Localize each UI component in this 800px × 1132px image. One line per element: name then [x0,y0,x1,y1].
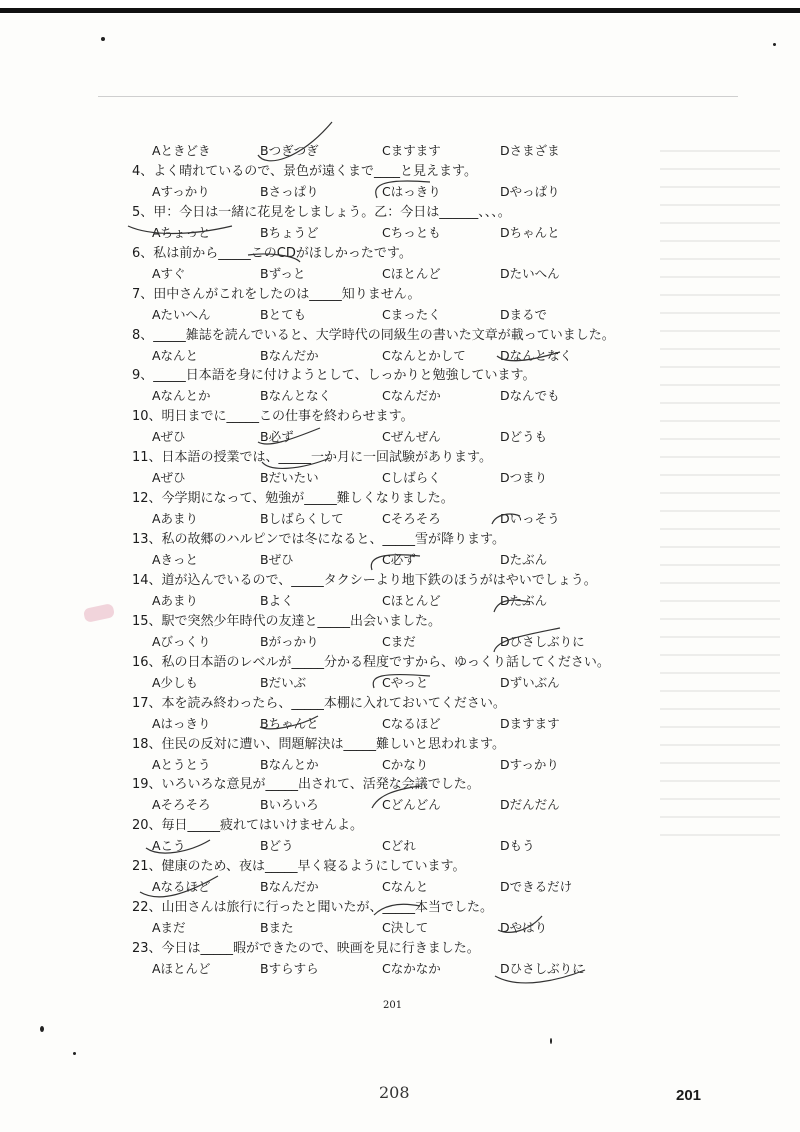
question-number: 9、 [132,368,154,384]
question-number: 18、 [132,736,162,752]
question-text: 私の故郷のハルピンでは冬になると、_____雪が降ります。 [161,532,506,547]
corner-page-number: 201 [676,1087,702,1104]
question-number: 22、 [132,900,162,916]
question-text: 健康のため、夜は_____早く寝るようにしています。 [161,859,466,875]
answer-option: Cほとんど [382,592,441,608]
question-text: 道が込んでいるので、_____タクシーより地下鉄のほうがはやいでしょう。 [161,572,597,588]
answer-option: Bずっと [260,265,306,281]
question-text: 本を読み終わったら、_____本棚に入れておいてください。 [161,695,506,711]
answer-option: Dずいぶん [500,674,560,690]
question-number: 4、 [132,163,154,179]
question-number: 21、 [132,859,162,875]
question-text: _____日本語を身に付けようとして、しっかりと勉強しています。 [153,368,536,384]
answer-option: C必ず [382,552,416,567]
question-number: 5、 [132,204,154,220]
answer-option: Cどれ [382,838,416,854]
question-text: 田中さんがこれをしたのは_____知りません。 [153,286,421,302]
answer-option: Cぜんぜん [382,429,441,445]
question-number: 11、 [132,450,162,466]
question-stem [132,327,615,345]
answer-option: Aたいへん [152,306,211,322]
question-stem [132,736,505,754]
answer-option: Bとても [260,306,307,322]
answer-option: Bがっかり [260,633,319,649]
answer-option: Bなんとか [260,756,319,772]
answer-option: Aはっきり [152,715,211,731]
answer-option: Dまるで [500,306,548,322]
answer-option: Bなんだか [260,879,319,895]
question-text: 山田さんは旅行に行ったと聞いたが、_____本当でした。 [161,900,494,916]
answer-option: Dひさしぶりに [500,961,585,976]
answer-option: Dいっそう [500,511,560,527]
answer-option: Aまだ [152,920,186,936]
bleed-through-text [660,150,780,840]
question-text: 日本語の授業では、_____一か月に一回試験があります。 [161,450,493,466]
answer-option: Aあまり [152,592,199,608]
scan-speck [101,37,105,41]
answer-option: Bまた [260,920,294,936]
answer-option: Bだいぶ [260,674,307,690]
answer-option: Bなんとなく [260,388,332,404]
answer-option: Cなんとかして [382,347,466,363]
answer-option: Dもう [500,838,535,854]
question-text: 私の日本語のレベルが_____分かる程度ですから、ゆっくり話してください。 [161,654,610,670]
answer-option: B必ず [260,429,294,445]
answer-option: Dつまり [500,470,548,486]
answer-option: Cはっきり [382,183,441,199]
answer-option: Bつぎつぎ [260,143,319,158]
page-edge-line [98,96,738,97]
question-number: 10、 [132,409,162,425]
answer-option: Cしばらく [382,470,441,486]
answer-option: Bなんだか [260,347,319,363]
answer-option: Dできるだけ [500,879,573,895]
answer-option: Cちっとも [382,224,441,240]
question-stem [132,367,535,385]
question-stem [132,286,421,304]
answer-option: Cなかなか [382,961,441,976]
question-number: 14、 [132,572,162,588]
question-stem [132,940,480,958]
answer-option: Aちょっと [152,224,211,240]
answer-option: Aなんと [152,347,199,363]
answer-option: Aそろそろ [152,797,211,813]
question-text: 甲：今日は一緒に花見をしましょう。乙：今日は______、、、。 [153,204,511,220]
answer-option: Dやっぱり [500,183,560,199]
answer-option: Aぜひ [152,429,186,445]
answer-option: Bだいたい [260,470,319,486]
scan-border-line [0,8,800,13]
scan-speck [40,1026,44,1032]
answer-option: Bどう [260,838,294,854]
question-stem [132,449,492,467]
question-stem [132,695,506,713]
answer-option: Dますます [500,715,560,731]
question-number: 8、 [132,327,154,343]
answer-option: C決して [382,920,429,936]
question-number: 19、 [132,777,162,793]
question-number: 20、 [132,818,162,834]
scan-speck [773,43,776,46]
answer-option: Cほとんど [382,265,441,281]
question-stem [132,204,511,222]
ink-stain [83,603,115,623]
answer-option: Aこう [152,838,186,854]
footer-page-number: 208 [379,1083,410,1102]
question-stem [132,776,480,794]
answer-option: Dどうも [500,429,548,445]
question-text: 明日までに_____この仕事を終わらせます。 [161,409,414,425]
answer-option: Cそろそろ [382,511,441,527]
question-text: いろいろな意見が_____出されて、活発な会議でした。 [161,777,480,793]
question-stem [132,613,441,631]
scan-speck [550,1038,552,1044]
question-text: 毎日_____疲れてはいけませんよ。 [161,818,364,834]
answer-option: Aなんとか [152,388,211,404]
question-text: よく晴れているので、景色が遠くまで____と見えます。 [153,163,477,179]
answer-option: Dやはり [500,920,548,936]
answer-option: Cかなり [382,756,429,772]
answer-option: Aきっと [152,552,199,567]
scan-speck [73,1052,76,1055]
question-number: 6、 [132,245,154,261]
answer-option: Dすっかり [500,756,559,772]
answer-option: Aびっくり [152,633,211,649]
answer-option: Dひさしぶりに [500,633,585,649]
answer-option: Bちゃんと [260,715,319,731]
question-stem [132,531,505,549]
answer-option: Aとうとう [152,756,211,772]
answer-option: Aあまり [152,511,199,527]
question-number: 17、 [132,695,162,711]
answer-option: Cなんだか [382,388,441,404]
question-number: 15、 [132,613,162,629]
printed-page-number: 201 [383,1000,403,1011]
question-stem [132,163,477,181]
answer-option: Dたぶん [500,552,548,567]
answer-option: A少しも [152,674,199,690]
answer-option: Aなるほど [152,879,211,895]
answer-option: Dちゃんと [500,224,560,240]
answer-option: Cまだ [382,633,416,649]
question-number: 23、 [132,941,162,956]
question-stem [132,490,454,508]
question-text: 今学期になって、勉強が_____難しくなりました。 [161,491,454,507]
answer-option: Aすぐ [152,265,186,281]
question-text: 私は前から_____このCDがほしかったです。 [153,245,412,261]
question-stem [132,858,466,876]
question-number: 12、 [132,491,162,507]
answer-option: Aぜひ [152,470,186,486]
question-stem [132,408,414,426]
question-text: 駅で突然少年時代の友達と_____出会いました。 [161,613,442,629]
answer-option: Bさっぱり [260,183,319,199]
answer-option: Dたぶん [500,592,548,608]
answer-option: Dなんとなく [500,347,573,363]
answer-option: Cますます [382,143,441,158]
answer-option: Dなんでも [500,388,560,404]
question-number: 16、 [132,654,162,670]
answer-option: Cどんどん [382,797,441,813]
answer-option: Bすらすら [260,961,319,976]
question-number: 7、 [132,286,154,302]
question-stem [132,572,597,590]
answer-option: Cなるほど [382,715,441,731]
answer-option: Dたいへん [500,265,560,281]
answer-option: Cなんと [382,879,429,895]
question-stem [132,245,412,263]
answer-option: Aときどき [152,143,211,158]
answer-option: Cまったく [382,306,441,322]
question-stem [132,654,610,672]
question-stem [132,817,363,835]
answer-option: Dさまざま [500,143,560,158]
question-text: _____雑誌を読んでいると、大学時代の同級生の書いた文章が載っていました。 [153,327,615,343]
answer-option: Bしばらくして [260,511,344,527]
answer-option: Bよく [260,592,294,608]
question-stem [132,899,493,917]
question-text: 今日は_____暇ができたので、映画を見に行きました。 [161,941,480,956]
answer-option: Bぜひ [260,552,294,567]
answer-option: Dだんだん [500,797,560,813]
question-text: 住民の反対に遭い、問題解決は_____難しいと思われます。 [161,736,506,752]
answer-option: Bいろいろ [260,797,319,813]
answer-option: Aすっかり [152,183,210,199]
answer-option: Bちょうど [260,224,319,240]
answer-option: Cやっと [382,674,429,690]
question-number: 13、 [132,532,162,547]
answer-option: Aほとんど [152,961,211,976]
